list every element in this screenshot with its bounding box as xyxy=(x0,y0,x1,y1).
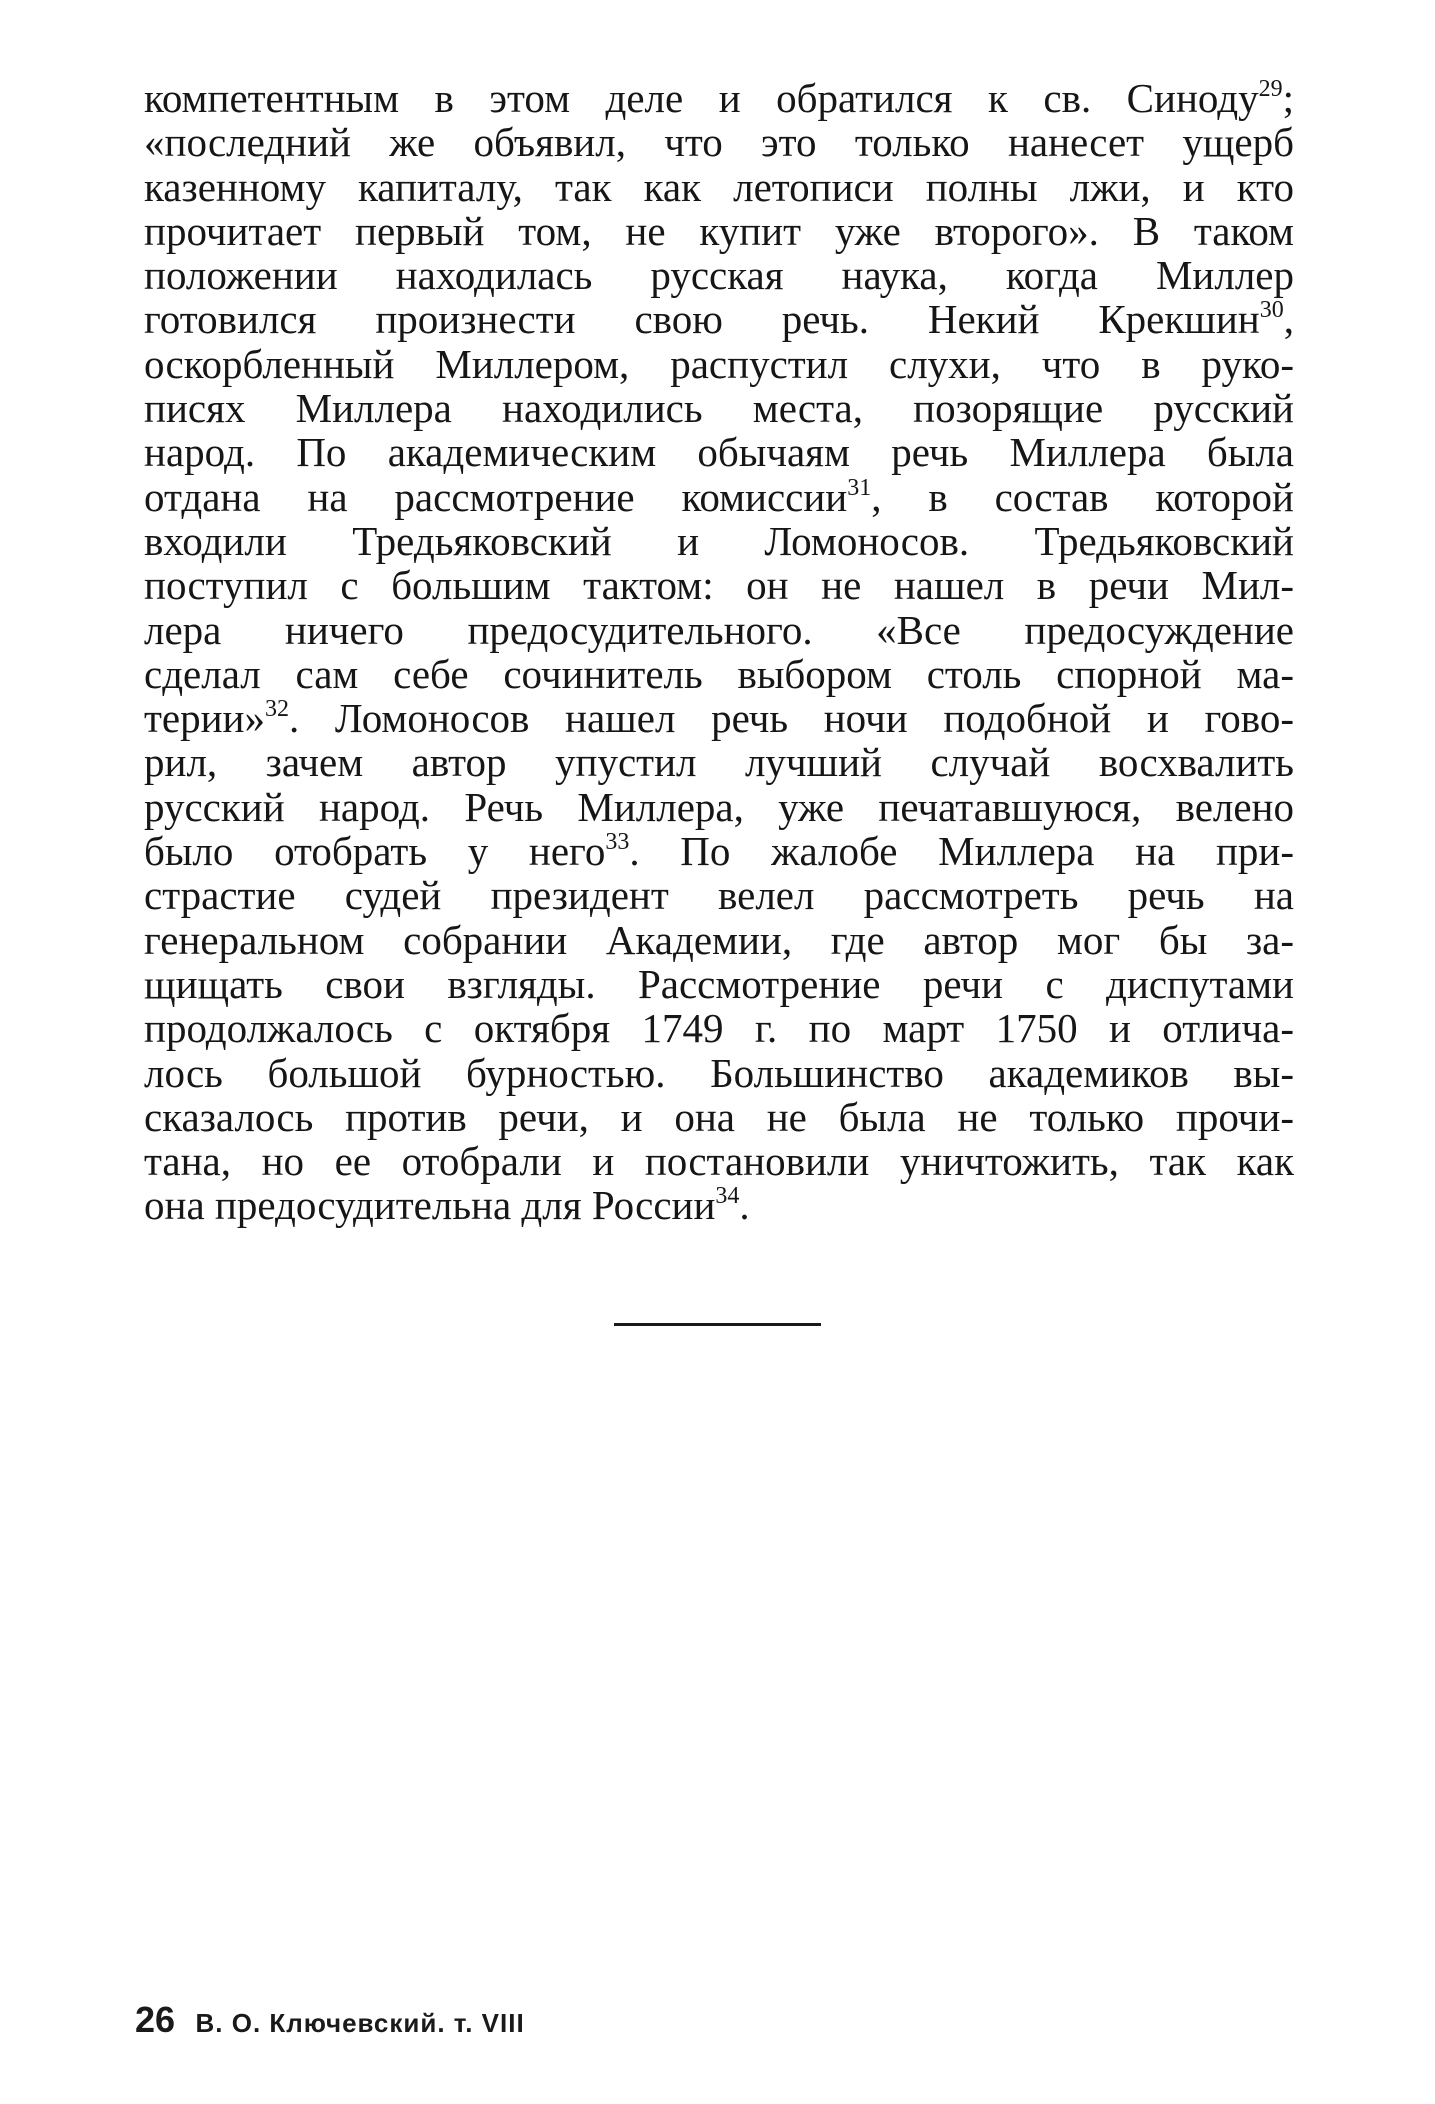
text-line xyxy=(144,76,1294,120)
line-text: народ. По академическим обычаям речь Миллера была xyxy=(144,429,1294,476)
footnote-ref: 30 xyxy=(1259,297,1284,324)
line-text-continued: , xyxy=(1283,296,1294,343)
text-line xyxy=(144,962,1294,1006)
text-line xyxy=(144,209,1294,253)
text-line xyxy=(144,785,1294,829)
text-line xyxy=(144,1006,1294,1050)
text-line xyxy=(144,253,1294,297)
line-text-continued: ; xyxy=(1282,75,1294,121)
footnote-ref: 33 xyxy=(605,829,630,856)
line-text: готовился произнести свою речь. Некий Крекшин xyxy=(144,296,1260,343)
line-text: лось большой бурностью. Большинство академиков вы- xyxy=(144,1049,1294,1096)
line-text: генеральном собрании Академии, где автор мог бы за- xyxy=(144,916,1294,963)
line-text: отдана на рассмотрение комиссии xyxy=(144,473,848,520)
line-text: щищать свои взгляды. Рассмотрение речи с диспутами xyxy=(144,960,1294,1007)
text-line xyxy=(144,563,1294,607)
text-line xyxy=(144,652,1294,696)
section-divider xyxy=(614,1323,821,1326)
page-number: 26 xyxy=(135,1999,176,2040)
text-line xyxy=(144,918,1294,962)
text-line xyxy=(144,475,1294,519)
text-line xyxy=(144,1095,1294,1139)
text-line xyxy=(144,873,1294,917)
line-text: продолжалось с октября 1749 г. по март 1750 и отлича- xyxy=(144,1005,1294,1052)
line-text: прочитает первый том, не купит уже второго». В таком xyxy=(144,207,1294,254)
line-text: компетентным в этом деле и обратился к св. Синоду xyxy=(144,75,1259,121)
footnote-ref: 29 xyxy=(1258,76,1283,102)
text-line xyxy=(144,1183,1294,1227)
text-line xyxy=(144,1051,1294,1095)
line-text: писях Миллера находились места, позорящие русский xyxy=(144,385,1294,432)
text-line xyxy=(144,829,1294,873)
line-text: страстие судей президент велел рассмотреть речь на xyxy=(144,872,1294,919)
text-line xyxy=(144,430,1294,474)
line-text: русский народ. Речь Миллера, уже печатавшуюся, велено xyxy=(144,783,1294,830)
line-text: было отобрать у него xyxy=(144,828,606,875)
line-text: тана, но ее отобрали и постановили уничтожить, так как xyxy=(144,1138,1294,1185)
text-line xyxy=(144,696,1294,740)
line-text-continued: , в состав которой xyxy=(871,473,1294,520)
body-text xyxy=(144,76,1294,1228)
text-line xyxy=(144,120,1294,164)
line-text: терии» xyxy=(144,695,265,742)
text-line xyxy=(144,342,1294,386)
text-line xyxy=(144,165,1294,209)
line-text: положении находилась русская наука, когда Миллер xyxy=(144,252,1294,299)
text-line xyxy=(144,740,1294,784)
line-text: рил, зачем автор упустил лучший случай восхвалить xyxy=(144,739,1294,786)
line-text: лера ничего предосудительного. «Все предосуждение xyxy=(144,606,1294,653)
running-head: В. О. Ключевский. т. VIII xyxy=(195,2008,525,2038)
footnote-ref: 34 xyxy=(715,1183,740,1210)
text-line xyxy=(144,608,1294,652)
line-text-continued: . xyxy=(739,1182,750,1229)
text-line xyxy=(144,386,1294,430)
page-footer xyxy=(135,1999,525,2041)
footnote-ref: 31 xyxy=(847,474,872,501)
text-line xyxy=(144,297,1294,341)
line-text: оскорбленный Миллером, распустил слухи, что в руко- xyxy=(144,340,1294,387)
text-line xyxy=(144,1139,1294,1183)
text-line xyxy=(144,519,1294,563)
footnote-ref: 32 xyxy=(265,696,289,723)
line-text: сделал сам себе сочинитель выбором столь спорной ма- xyxy=(144,650,1294,697)
line-text-continued: . Ломоносов нашел речь ночи подобной и гово- xyxy=(289,695,1294,742)
line-text: сказалось против речи, и она не была не только прочи- xyxy=(144,1093,1294,1140)
line-text: поступил с большим тактом: он не нашел в речи Мил- xyxy=(144,562,1294,609)
line-text-continued: . По жалобе Миллера на при- xyxy=(629,828,1294,875)
line-text: входили Тредьяковский и Ломоносов. Тредьяковский xyxy=(144,517,1294,564)
line-text: «последний же объявил, что это только нанесет ущерб xyxy=(144,119,1294,166)
line-text: казенному капиталу, так как летописи полны лжи, и кто xyxy=(144,163,1294,210)
line-text: она предосудительна для России xyxy=(144,1182,716,1229)
